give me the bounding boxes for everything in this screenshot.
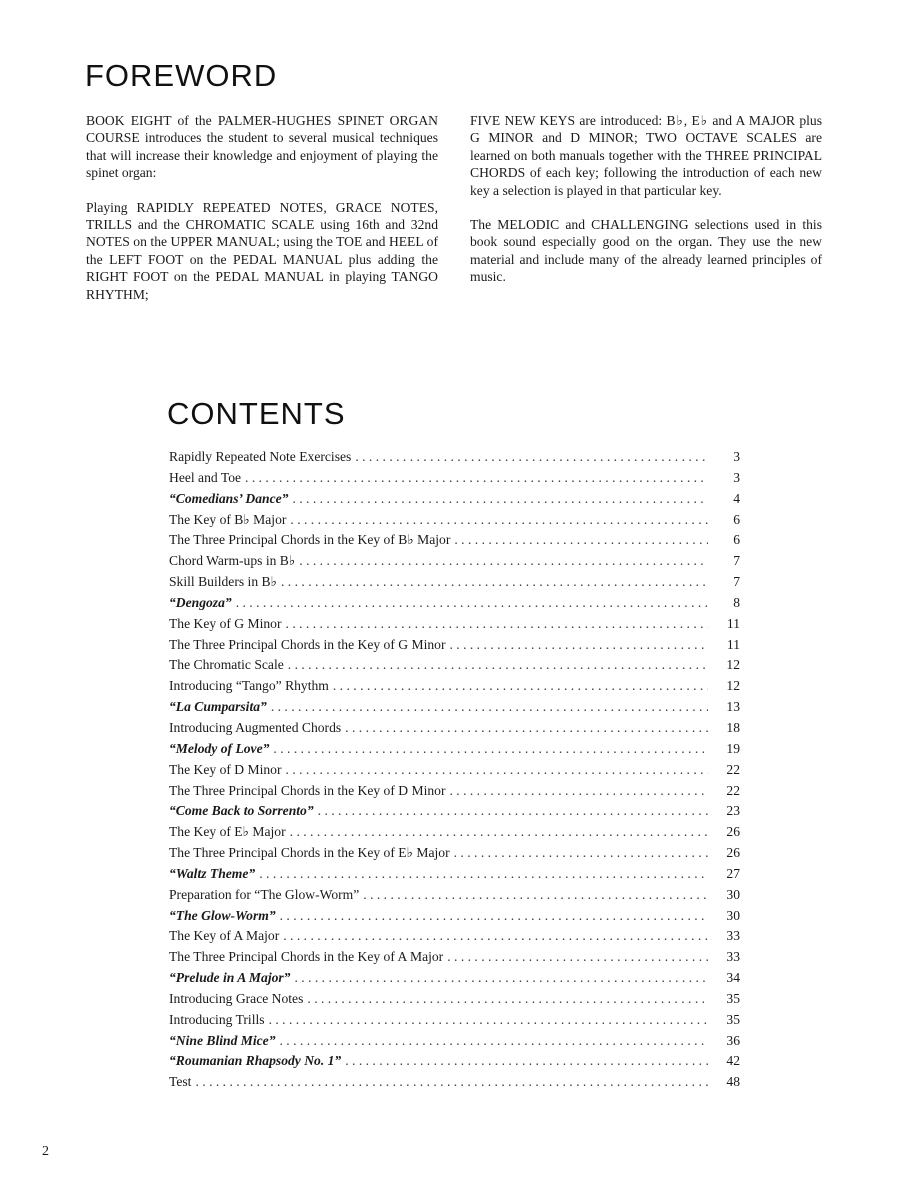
toc-entry bbox=[169, 449, 740, 470]
toc-entry bbox=[169, 866, 740, 887]
toc-entry-page: 8 bbox=[733, 594, 740, 610]
toc-entry-title: Heel and Toe bbox=[169, 469, 242, 485]
toc-entry-page: 11 bbox=[726, 636, 740, 652]
toc-entry-title: “Come Back to Sorrento” bbox=[169, 803, 314, 819]
foreword-paragraph: Playing RAPIDLY REPEATED NOTES, GRACE NOTES, TRILLS and the CHROMATIC SCALE using 16th and 32nd NOTES on the UPPER MANUAL; using the TOE and HEEL of the LEFT FOOT on the PEDAL MANUAL plus adding the RIGHT FOOT on the PEDAL MANUAL in playing TANGO RHYTHM; bbox=[86, 199, 438, 302]
toc-dot-leader bbox=[280, 1033, 709, 1049]
toc-entry bbox=[169, 991, 740, 1012]
toc-entry-title: The Key of B♭ Major bbox=[169, 511, 287, 527]
toc-entry-title: The Key of G Minor bbox=[169, 615, 282, 631]
toc-entry-title: The Three Principal Chords in the Key of A Major bbox=[169, 949, 444, 965]
toc-entry bbox=[169, 1074, 740, 1095]
toc-entry bbox=[169, 949, 740, 970]
toc-entry-title: “Waltz Theme” bbox=[169, 865, 256, 881]
toc-dot-leader bbox=[355, 449, 708, 465]
toc-entry-title: Preparation for “The Glow-Worm” bbox=[169, 886, 360, 902]
toc-entry bbox=[169, 1033, 740, 1054]
toc-entry bbox=[169, 657, 740, 678]
table-of-contents bbox=[169, 449, 740, 1095]
toc-dot-leader bbox=[286, 616, 708, 632]
toc-entry-page: 7 bbox=[733, 574, 740, 590]
toc-entry-title: Introducing Trills bbox=[169, 1011, 265, 1027]
toc-entry-page: 18 bbox=[726, 719, 740, 735]
toc-entry-page: 12 bbox=[726, 657, 740, 673]
toc-entry-title: The Three Principal Chords in the Key of B♭ Major bbox=[169, 532, 451, 548]
toc-dot-leader bbox=[269, 1012, 708, 1028]
toc-entry-title: “Comedians’ Dance” bbox=[169, 490, 289, 506]
contents-heading: CONTENTS bbox=[167, 396, 346, 431]
toc-entry-page: 3 bbox=[733, 469, 740, 485]
toc-entry bbox=[169, 532, 740, 553]
toc-entry bbox=[169, 1053, 740, 1074]
toc-dot-leader bbox=[454, 845, 708, 861]
toc-dot-leader bbox=[281, 574, 708, 590]
toc-dot-leader bbox=[288, 657, 708, 673]
toc-entry-title: The Chromatic Scale bbox=[169, 657, 284, 673]
page-number: 2 bbox=[42, 1144, 49, 1159]
toc-dot-leader bbox=[292, 491, 708, 507]
toc-entry-page: 22 bbox=[726, 761, 740, 777]
toc-entry-page: 4 bbox=[733, 490, 740, 506]
toc-entry bbox=[169, 824, 740, 845]
foreword-paragraph: BOOK EIGHT of the PALMER-HUGHES SPINET ORGAN COURSE introduces the student to several musical techniques that will increase their knowledge and enjoyment of playing the spinet organ: bbox=[86, 113, 438, 181]
toc-entry bbox=[169, 887, 740, 908]
toc-entry-title: “Roumanian Rhapsody No. 1” bbox=[169, 1053, 342, 1069]
toc-entry bbox=[169, 595, 740, 616]
toc-dot-leader bbox=[259, 866, 708, 882]
toc-entry-title: Skill Builders in B♭ bbox=[169, 574, 277, 590]
toc-entry bbox=[169, 783, 740, 804]
toc-entry-title: Rapidly Repeated Note Exercises bbox=[169, 449, 352, 464]
toc-entry-title: The Three Principal Chords in the Key of G Minor bbox=[169, 636, 446, 652]
foreword-paragraph: FIVE NEW KEYS are introduced: B♭, E♭ and A MAJOR plus G MINOR and D MINOR; TWO OCTAVE SCALES are learned on both manuals together with the THREE PRINCIPAL CHORDS of each key; following the introduction of each new key a selection is played in that particular key. bbox=[470, 113, 822, 198]
toc-dot-leader bbox=[449, 637, 708, 653]
toc-entry bbox=[169, 1012, 740, 1033]
toc-entry-page: 35 bbox=[726, 1011, 740, 1027]
toc-entry-page: 42 bbox=[726, 1053, 740, 1069]
toc-entry bbox=[169, 845, 740, 866]
toc-entry-page: 48 bbox=[726, 1074, 740, 1090]
toc-entry-title: “La Cumparsita” bbox=[169, 699, 267, 715]
toc-dot-leader bbox=[333, 678, 708, 694]
toc-entry-title: The Three Principal Chords in the Key of D Minor bbox=[169, 782, 446, 798]
toc-entry bbox=[169, 637, 740, 658]
toc-dot-leader bbox=[271, 699, 708, 715]
toc-entry-page: 22 bbox=[726, 782, 740, 798]
toc-dot-leader bbox=[286, 762, 708, 778]
foreword-left-column bbox=[86, 112, 438, 320]
toc-entry-page: 19 bbox=[726, 740, 740, 756]
toc-entry bbox=[169, 720, 740, 741]
toc-entry bbox=[169, 762, 740, 783]
toc-entry-page: 36 bbox=[726, 1032, 740, 1048]
toc-entry-page: 26 bbox=[726, 845, 740, 861]
toc-entry-title: Introducing Grace Notes bbox=[169, 990, 304, 1006]
toc-entry-page: 33 bbox=[726, 928, 740, 944]
toc-entry bbox=[169, 908, 740, 929]
toc-entry-title: “Melody of Love” bbox=[169, 740, 270, 756]
toc-dot-leader bbox=[236, 595, 708, 611]
foreword-heading: FOREWORD bbox=[85, 58, 278, 93]
toc-entry-title: Introducing Augmented Chords bbox=[169, 719, 342, 735]
toc-entry-title: Test bbox=[169, 1074, 192, 1090]
toc-dot-leader bbox=[290, 512, 708, 528]
toc-entry-page: 30 bbox=[726, 886, 740, 902]
toc-entry bbox=[169, 491, 740, 512]
toc-entry-page: 6 bbox=[733, 532, 740, 548]
toc-dot-leader bbox=[294, 970, 708, 986]
toc-entry-title: The Key of D Minor bbox=[169, 761, 282, 777]
toc-entry bbox=[169, 470, 740, 491]
toc-entry-title: “Dengoza” bbox=[169, 594, 232, 610]
toc-entry-page: 34 bbox=[726, 970, 740, 986]
toc-entry bbox=[169, 553, 740, 574]
toc-dot-leader bbox=[345, 1053, 708, 1069]
toc-entry-page: 33 bbox=[726, 949, 740, 965]
toc-entry-page: 23 bbox=[726, 803, 740, 819]
toc-dot-leader bbox=[345, 720, 708, 736]
toc-entry-page: 6 bbox=[733, 511, 740, 527]
toc-entry-title: Chord Warm-ups in B♭ bbox=[169, 553, 296, 569]
toc-entry bbox=[169, 616, 740, 637]
toc-entry bbox=[169, 928, 740, 949]
toc-dot-leader bbox=[290, 824, 708, 840]
toc-entry-title: “Prelude in A Major” bbox=[169, 970, 291, 986]
toc-dot-leader bbox=[307, 991, 708, 1007]
toc-dot-leader bbox=[280, 908, 708, 924]
toc-dot-leader bbox=[363, 887, 708, 903]
toc-dot-leader bbox=[245, 470, 708, 486]
foreword-paragraph: The MELODIC and CHALLENGING selections used in this book sound especially good on the organ. They use the new material and include many of the already learned principles of music. bbox=[470, 217, 822, 285]
toc-dot-leader bbox=[454, 532, 708, 548]
toc-dot-leader bbox=[273, 741, 708, 757]
toc-dot-leader bbox=[283, 928, 708, 944]
toc-dot-leader bbox=[299, 553, 708, 569]
toc-entry-page: 3 bbox=[733, 449, 740, 464]
toc-entry-title: “Nine Blind Mice” bbox=[169, 1032, 276, 1048]
toc-entry bbox=[169, 741, 740, 762]
toc-entry bbox=[169, 678, 740, 699]
toc-entry-page: 35 bbox=[726, 990, 740, 1006]
toc-entry-title: The Key of E♭ Major bbox=[169, 824, 286, 840]
toc-entry-title: The Three Principal Chords in the Key of E♭ Major bbox=[169, 845, 450, 861]
toc-entry bbox=[169, 803, 740, 824]
toc-entry-page: 12 bbox=[726, 678, 740, 694]
toc-dot-leader bbox=[449, 783, 708, 799]
toc-entry-page: 30 bbox=[726, 907, 740, 923]
toc-entry bbox=[169, 970, 740, 991]
toc-entry bbox=[169, 699, 740, 720]
toc-entry-page: 11 bbox=[726, 615, 740, 631]
toc-entry-title: The Key of A Major bbox=[169, 928, 280, 944]
toc-entry bbox=[169, 512, 740, 533]
foreword-right-column bbox=[470, 112, 822, 303]
toc-entry-page: 27 bbox=[726, 865, 740, 881]
toc-entry-title: “The Glow-Worm” bbox=[169, 907, 276, 923]
toc-entry bbox=[169, 574, 740, 595]
toc-entry-page: 7 bbox=[733, 553, 740, 569]
toc-dot-leader bbox=[447, 949, 708, 965]
toc-entry-title: Introducing “Tango” Rhythm bbox=[169, 678, 329, 694]
toc-dot-leader bbox=[195, 1074, 708, 1090]
toc-entry-page: 13 bbox=[726, 699, 740, 715]
toc-dot-leader bbox=[318, 803, 708, 819]
toc-entry-page: 26 bbox=[726, 824, 740, 840]
